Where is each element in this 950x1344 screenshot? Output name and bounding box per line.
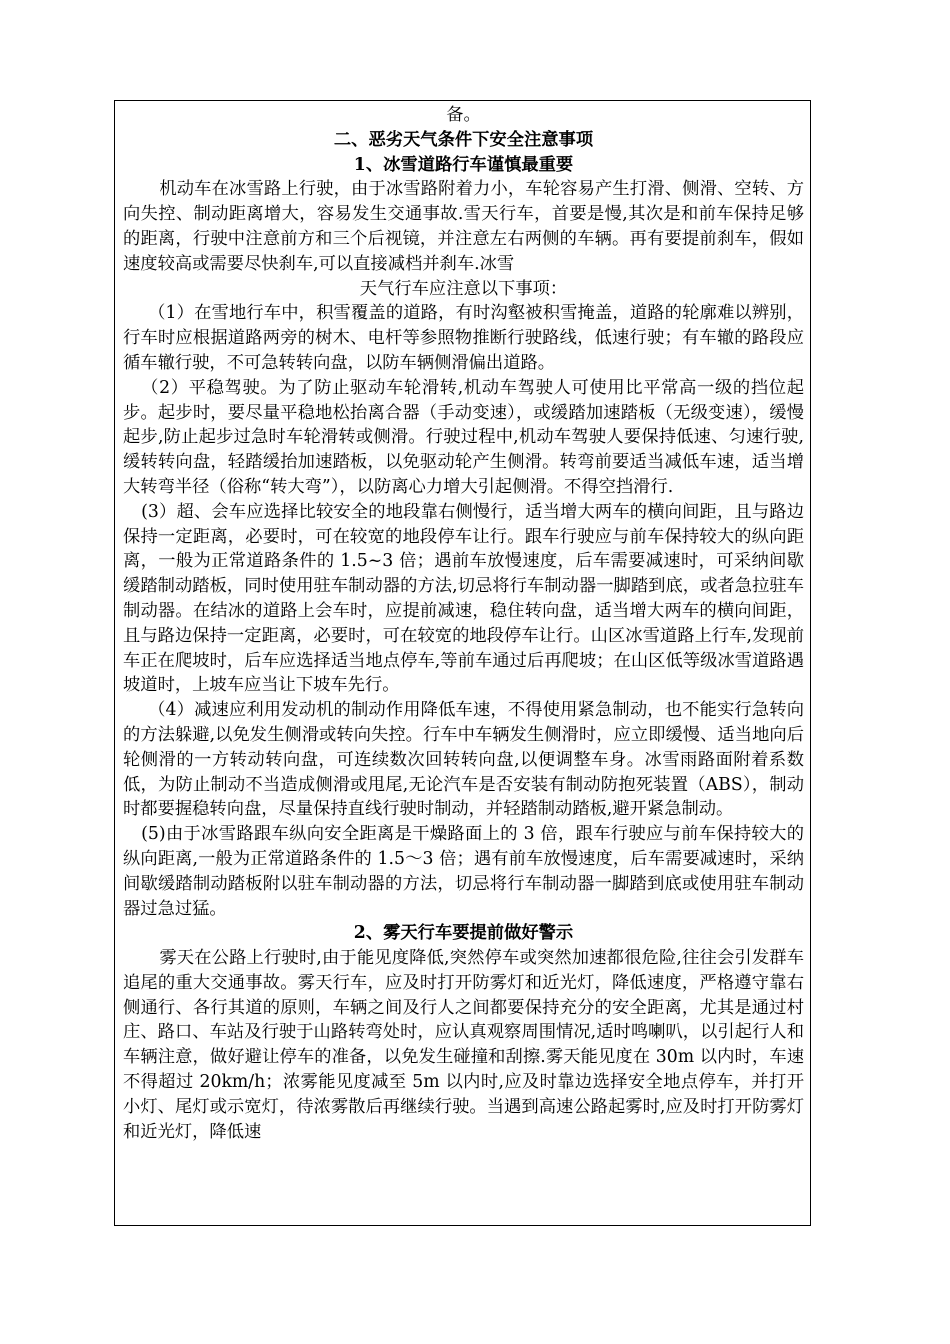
paragraph-item-1: （1）在雪地行车中，积雪覆盖的道路，有时沟壑被积雪掩盖，道路的轮廓难以辨别，行车时应根据道路两旁的树木、电杆等参照物推断行驶路线，低速行驶；有车辙的路段应循车辙行驶，不可急转转向盘，以防车辆侧滑偏出道路。 <box>123 303 804 373</box>
paragraph-item-3: (3）超、会车应选择比较安全的地段靠右侧慢行，适当增大两车的横向间距，且与路边保持一定距离，必要时，可在较宽的地段停车让行。跟车行驶应与前车保持较大的纵向距离，一般为正常道路条件的 1.5~3 倍；遇前车放慢速度，后车需要减速时，可采纳间歇缓踏制动踏板，同时使用驻车制动器的方法,切忌将行车制动器一脚踏到底，或者急拉驻车制动器。在结冰的道路上会车时，应提前减速，稳住转向盘，适当增大两车的横向间距，且与路边保持一定距离，必要时，可在较宽的地段停车让行。山区冰雪道路上行车,发现前车正在爬坡时，后车应选择适当地点停车,等前车通过后再爬坡；在山区低等级冰雪道路遇坡道时，上坡车应当让下坡车先行。 <box>123 501 804 696</box>
paragraph-fog: 雾天在公路上行驶时,由于能见度降低,突然停车或突然加速都很危险,往往会引发群车追尾的重大交通事故。雾天行车，应及时打开防雾灯和近光灯，降低速度，严格遵守靠右侧通行、各行其道的原则，车辆之间及行人之间都要保持充分的安全距离，尤其是通过村庄、路口、车站及行驶于山路转弯处时，应认真观察周围情况,适时鸣喇叭，以引起行人和车辆注意，做好避让停车的准备，以免发生碰撞和刮擦.雾天能见度在 30m 以内时，车速不得超过 20km/h；浓雾能见度减至 5m 以内时,应及时靠边选择安全地点停车，并打开小灯、尾灯或示宽灯，待浓雾散后再继续行驶。当遇到高速公路起雾时,应及时打开防雾灯和近光灯，降低速 <box>123 948 804 1142</box>
paragraph-item-4: （4）减速应利用发动机的制动作用降低车速，不得使用紧急制动，也不能实行急转向的方法躲避,以免发生侧滑或转向失控。行车中车辆发生侧滑时，应立即缓慢、适当地向后轮侧滑的一方转动转向盘，可连续数次回转转向盘,以便调整车身。冰雪雨路面附着系数低，为防止制动不当造成侧滑或甩尾,无论汽车是否安装有制动防抱死装置（ABS），制动时都要握稳转向盘，尽量保持直线行驶时制动，并轻踏制动踏板,避开紧急制动。 <box>123 700 804 820</box>
document-table-cell <box>114 100 811 1226</box>
continuation-text: 备。 <box>446 105 481 125</box>
paragraph-item-5: (5)由于冰雪路跟车纵向安全距离是干燥路面上的 3 倍，跟车行驶应与前车保持较大的纵向距离,一般为正常道路条件的 1.5～3 倍；遇有前车放慢速度，后车需要减速时，采纳间歇缓踏制动踏板附以驻车制动器的方法，切忌将行车制动器一脚踏到底或使用驻车制动器过急过猛。 <box>123 824 804 919</box>
subsection-title-fog: 2、雾天行车要提前做好警示 <box>353 923 574 944</box>
paragraph-ice-snow-intro-end: 天气行车应注意以下事项： <box>359 278 568 299</box>
section-title: 二、恶劣天气条件下安全注意事项 <box>333 129 594 150</box>
subsection-title-ice-snow: 1、冰雪道路行车谨慎最重要 <box>353 154 574 175</box>
document-body <box>123 103 804 1144</box>
paragraph-item-2: （2）平稳驾驶。为了防止驱动车轮滑转,机动车驾驶人可使用比平常高一级的挡位起步。起步时，要尽量平稳地松抬离合器（手动变速），或缓踏加速踏板（无级变速），缓慢起步,防止起步过急时车轮滑转或侧滑。行驶过程中,机动车驾驶人要保持低速、匀速行驶,缓转转向盘，轻踏缓抬加速踏板，以免驱动轮产生侧滑。转弯前要适当减低车速，适当增大转弯半径（俗称“转大弯”），以防离心力增大引起侧滑。不得空挡滑行. <box>123 377 804 497</box>
paragraph-ice-snow-intro: 机动车在冰雪路上行驶，由于冰雪路附着力小，车轮容易产生打滑、侧滑、空转、方向失控、制动距离增大，容易发生交通事故.雪天行车，首要是慢,其次是和前车保持足够的距离，行驶中注意前方和三个后视镜，并注意左右两侧的车辆。再有要提前刹车，假如速度较高或需要尽快刹车,可以直接减档并刹车.冰雪 <box>123 179 804 274</box>
